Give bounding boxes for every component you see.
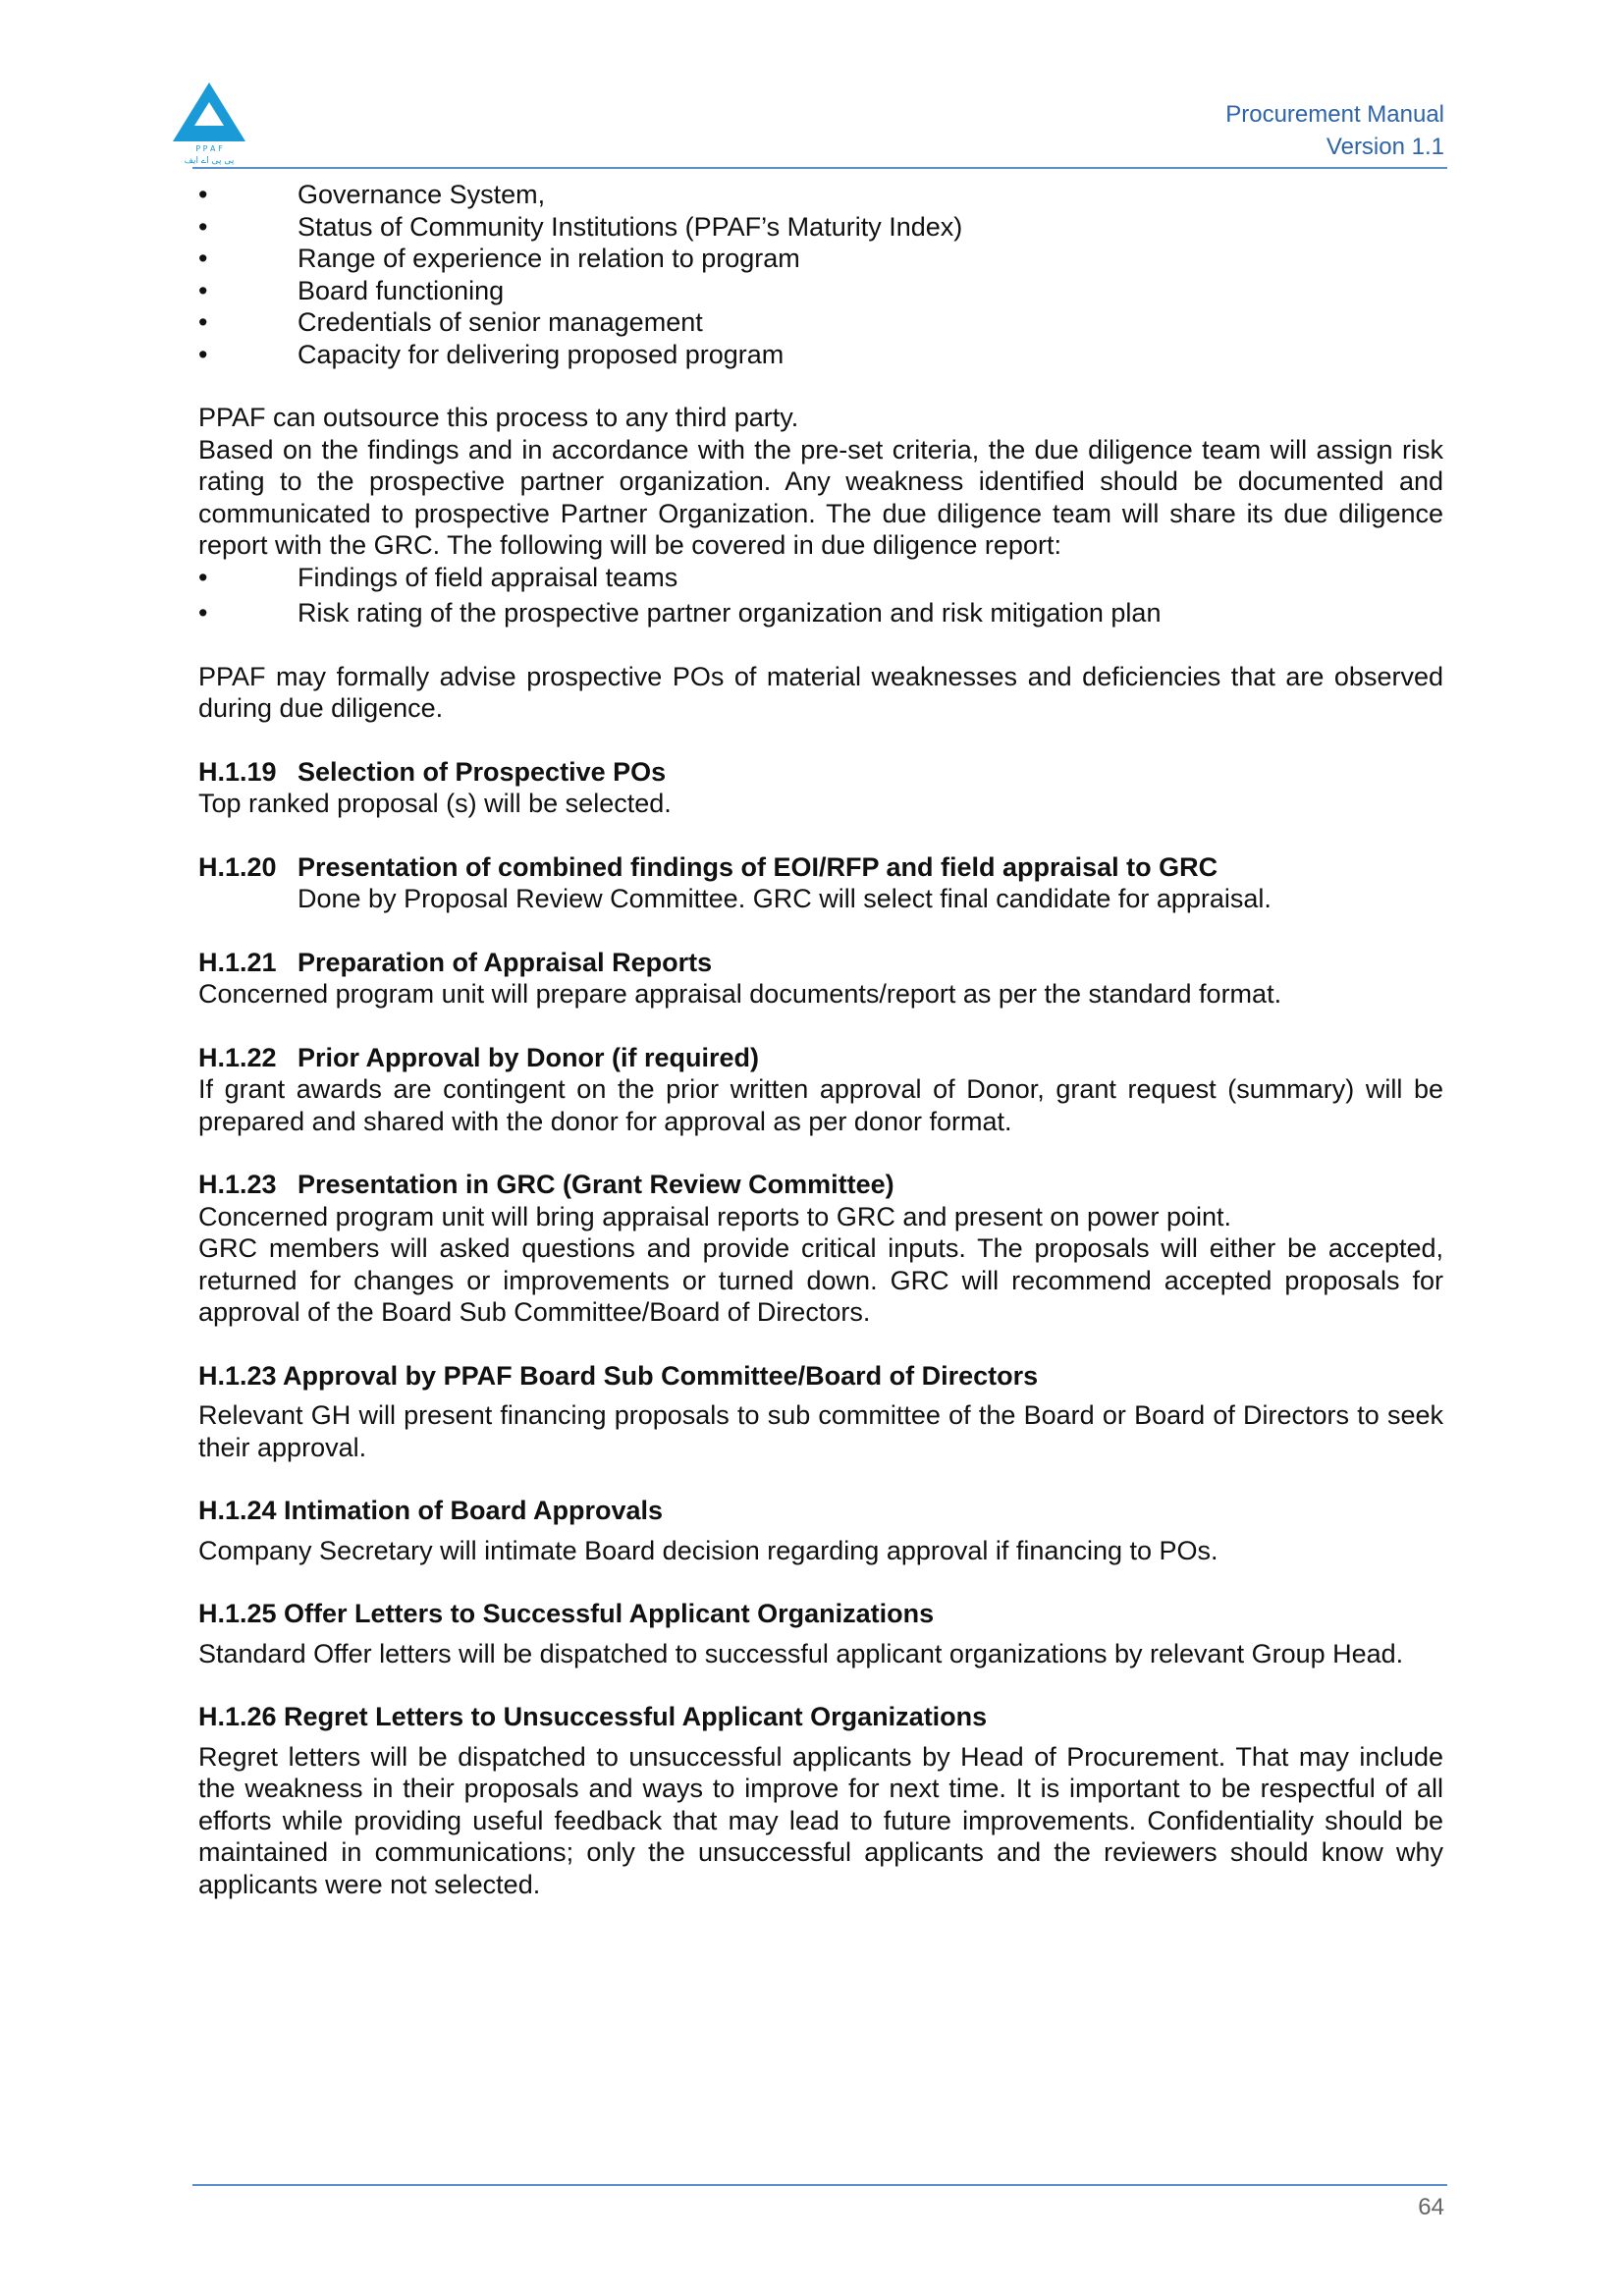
section-h126 xyxy=(198,1701,1443,1900)
section-h121 xyxy=(198,947,1443,1011)
list-item: • Credentials of senior management xyxy=(198,307,703,337)
section-heading: H.1.25 Offer Letters to Successful Applicant Organizations xyxy=(198,1599,935,1628)
section-heading: H.1.23 Presentation in GRC (Grant Review Committee) xyxy=(198,1170,894,1199)
page-number: 64 xyxy=(1418,2194,1444,2220)
section-heading: H.1.23 Approval by PPAF Board Sub Committee/Board of Directors xyxy=(198,1360,1039,1391)
list-item: • Board functioning xyxy=(198,275,505,305)
svg-text:P P A F: P P A F xyxy=(195,144,223,153)
section-heading: H.1.24 Intimation of Board Approvals xyxy=(198,1496,664,1525)
section-heading: H.1.21 Preparation of Appraisal Reports xyxy=(198,947,713,977)
section-body: Standard Offer letters will be dispatched to successful applicant organizations by relevant Group Head. xyxy=(198,1638,1404,1668)
document-header xyxy=(1225,98,1444,163)
section-body: Top ranked proposal (s) will be selected. xyxy=(198,789,672,818)
section-h123-board xyxy=(198,1360,1443,1464)
section-heading: H.1.20 Presentation of combined findings of EOI/RFP and field appraisal to GRC xyxy=(198,851,1218,882)
ppaf-logo xyxy=(169,81,249,165)
svg-text:پی پی اے ایف: پی پی اے ایف xyxy=(184,156,235,165)
report-list xyxy=(198,562,1443,629)
section-h119 xyxy=(198,756,1443,820)
section-heading: H.1.26 Regret Letters to Unsuccessful Applicant Organizations xyxy=(198,1702,988,1731)
section-body: If grant awards are contingent on the prior written approval of Donor, grant request (summary) will be prepared and shared with the donor for approval as per donor format. xyxy=(198,1074,1443,1136)
list-item: • Governance System, xyxy=(198,180,546,209)
list-item: • Capacity for delivering proposed program xyxy=(198,339,785,369)
section-body: Regret letters will be dispatched to unsuccessful applicants by Head of Procurement. That may include the weakness in their proposals and ways to improve for next time. It is important to be respectful of all efforts while providing useful feedback that may lead to future improvements. Confidentiality should be maintained in communications; only the unsuccessful applicants and the reviewers should know why applicants were not selected. xyxy=(198,1741,1443,1899)
list-item: • Status of Community Institutions (PPAF’s Maturity Index) xyxy=(198,211,963,242)
section-body: Done by Proposal Review Committee. GRC will select final candidate for appraisal. xyxy=(298,884,1272,913)
header-title: Procurement Manual xyxy=(1225,101,1444,128)
section-h125 xyxy=(198,1598,1443,1669)
section-body: Concerned program unit will prepare appraisal documents/report as per the standard format. xyxy=(198,979,1282,1009)
section-body: Concerned program unit will bring appraisal reports to GRC and present on power point. xyxy=(198,1201,1232,1231)
section-body: GRC members will asked questions and provide critical inputs. The proposals will either be accepted, returned for changes or improvements or turned down. GRC will recommend accepted proposals for approval of the Board Sub Committee/Board of Directors. xyxy=(198,1233,1443,1327)
paragraph-advise: PPAF may formally advise prospective POs of material weaknesses and deficiencies that are observed during due diligence. xyxy=(198,661,1443,723)
list-item: • Range of experience in relation to program xyxy=(198,244,800,273)
section-h124 xyxy=(198,1495,1443,1566)
section-body: Relevant GH will present financing proposals to sub committee of the Board or Board of Directors to seek their approval. xyxy=(198,1400,1443,1462)
section-h120 xyxy=(198,851,1443,915)
section-h122 xyxy=(198,1042,1443,1138)
footer-rule xyxy=(192,2184,1447,2186)
section-heading: H.1.22 Prior Approval by Donor (if required) xyxy=(198,1042,760,1072)
section-body: Company Secretary will intimate Board decision regarding approval if financing to POs. xyxy=(198,1535,1218,1565)
section-h123-grc xyxy=(198,1169,1443,1329)
section-heading: H.1.19 Selection of Prospective POs xyxy=(198,756,667,787)
paragraph-findings: Based on the findings and in accordance with the pre-set criteria, the due diligence team will assign risk rating to the prospective partner organization. Any weakness identified should be documented and communicated to prospective Partner Organization. The due diligence team will share its due diligence report with the GRC. The following will be covered in due diligence report: xyxy=(198,434,1443,560)
document-body xyxy=(198,179,1443,1900)
header-version: Version 1.1 xyxy=(1326,134,1444,160)
header-rule xyxy=(192,167,1447,169)
list-item: • Findings of field appraisal teams xyxy=(198,562,678,592)
criteria-list xyxy=(198,179,1443,370)
paragraph-outsource: PPAF can outsource this process to any third party. xyxy=(198,403,799,432)
list-item: • Risk rating of the prospective partner organization and risk mitigation plan xyxy=(198,598,1162,628)
